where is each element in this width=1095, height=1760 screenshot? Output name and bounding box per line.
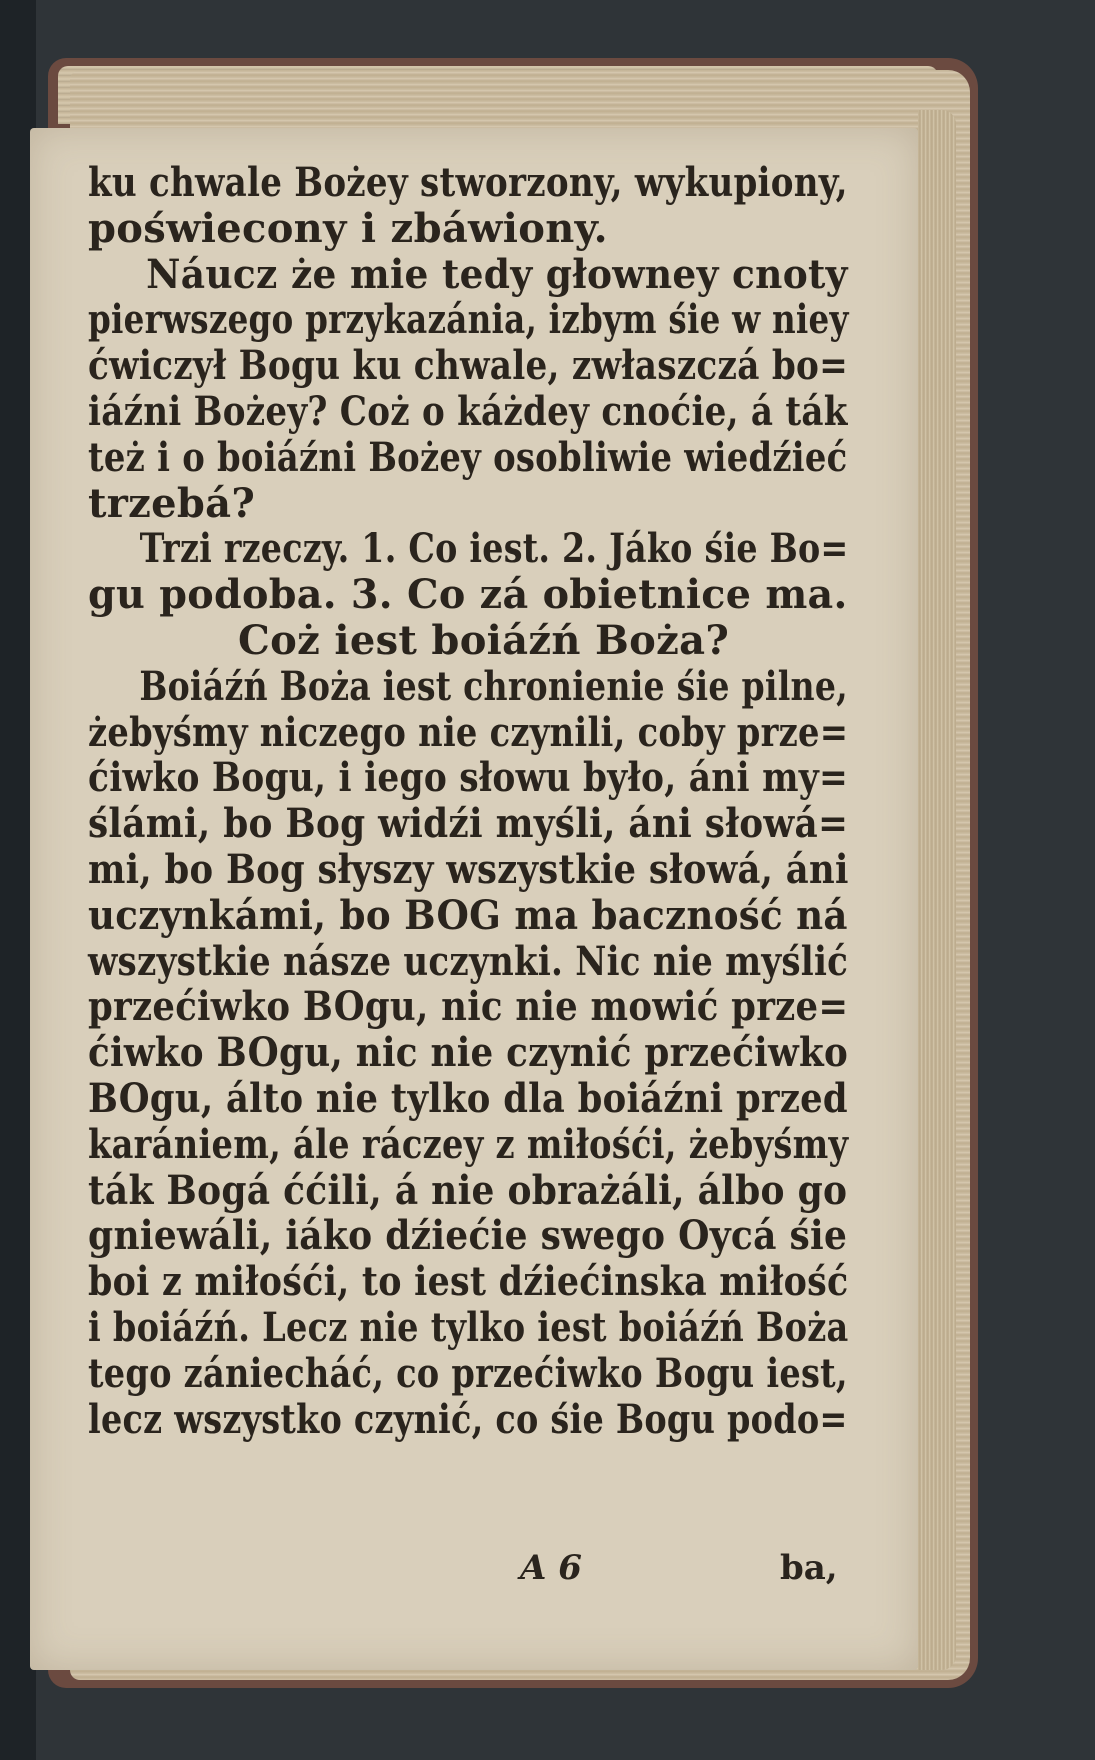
text-line: ku chwale Bożey stworzony, wykupiony,: [88, 159, 848, 206]
catchword: ba,: [780, 1548, 838, 1588]
signature-mark: A 6: [520, 1548, 582, 1588]
text-line: mi, bo Bog słyszy wszystkie słowá, áni: [88, 845, 849, 893]
page-text: [88, 160, 848, 1442]
text-line: ślámi, bo Bog widźi myśli, áni słowá=: [88, 800, 849, 848]
text-line: ták Bogá ććili, á nie obrażáli, álbo go: [88, 1166, 848, 1214]
text-line: trzebá?: [88, 479, 256, 527]
text-line: pierwszego przykazánia, izbym śie w niey: [88, 296, 849, 344]
text-line: uczynkámi, bo BOG ma baczność ná: [88, 891, 848, 939]
text-line: i boiáźń. Lecz nie tylko iest boiáźń Boża: [88, 1303, 849, 1351]
text-line: iáźni Bożey? Coż o káżdey cnoćie, á ták: [88, 387, 848, 435]
text-line: boi z miłośći, to iest dźiećinska miłość: [88, 1258, 849, 1306]
text-line: ćiwko Bogu, i iego słowu było, áni my=: [88, 754, 849, 802]
text-line: Boiáźń Boża iest chronienie śie pilne,: [139, 662, 848, 710]
text-line: wszystkie násze uczynki. Nic nie myślić: [88, 937, 849, 985]
text-line: tego zániecháć, co przećiwko Bogu iest,: [88, 1349, 848, 1397]
text-line: gniewáli, iáko dźiećie swego Oycá śie: [88, 1212, 848, 1260]
text-line: gu podoba. 3. Co zá obietnice ma.: [88, 571, 848, 619]
text-line: ćiwko BOgu, nic nie czynić przećiwko: [88, 1029, 849, 1077]
text-line: lecz wszystko czynić, co śie Bogu podo=: [88, 1395, 848, 1443]
right-page-edges: [918, 110, 956, 1670]
text-line: karániem, ále ráczey z miłośći, żebyśmy: [88, 1120, 849, 1168]
text-line: ćwiczył Bogu ku chwale, zwłaszczá bo=: [88, 342, 849, 390]
text-line: Trzi rzeczy. 1. Co iest. 2. Jáko śie Bo=: [139, 525, 849, 573]
text-line: żebyśmy niczego nie czynili, coby prze=: [88, 708, 849, 756]
text-line: przećiwko BOgu, nic nie mowić prze=: [88, 983, 849, 1031]
section-heading: Coż iest boiáźń Boża?: [238, 616, 730, 664]
text-line: też i o boiáźni Bożey osobliwie wiedźieć: [88, 433, 848, 481]
text-line: poświecony i zbáwiony.: [88, 204, 608, 252]
text-line: Náucz że mie tedy głowney cnoty: [146, 250, 848, 298]
text-line: BOgu, álto nie tylko dla boiáźni przed: [88, 1074, 848, 1122]
